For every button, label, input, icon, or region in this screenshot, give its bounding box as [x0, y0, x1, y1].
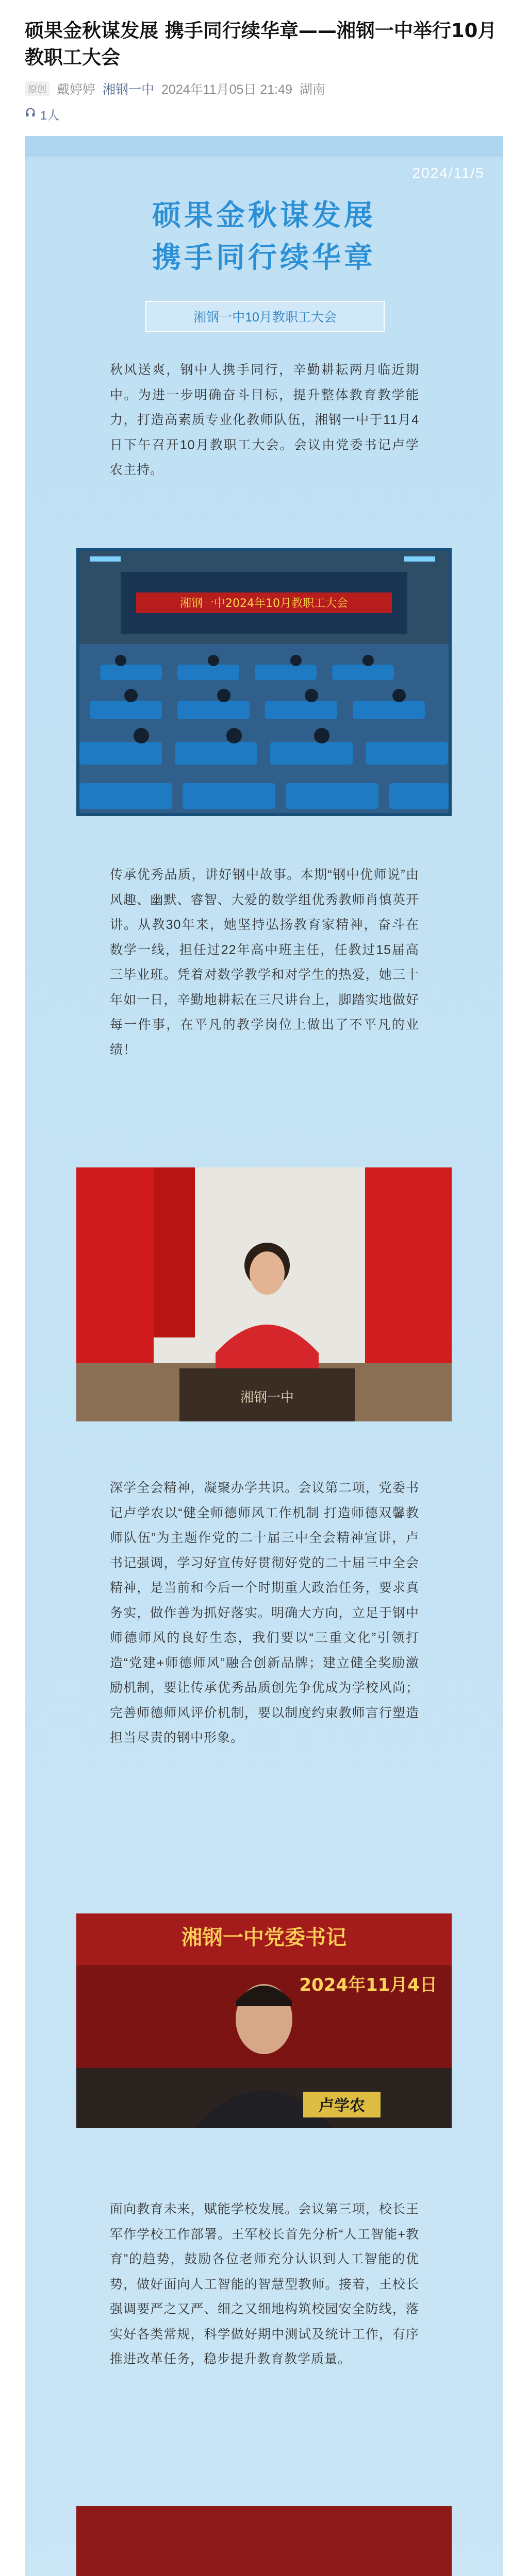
podium-text: 湘钢一中	[240, 1390, 294, 1405]
article-title: 硕果金秋谋发展 携手同行续华章——湘钢一中举行10月教职工大会	[25, 20, 497, 69]
article-meta	[25, 79, 503, 98]
banner-title: 湘钢一中党委书记	[182, 1926, 346, 1950]
photo-teacher-speaker[interactable]	[76, 1167, 452, 1421]
original-tag: 原创	[25, 81, 50, 96]
publish-location: 湖南	[299, 82, 325, 97]
paragraph-party-secretary: 深学全会精神，凝聚办学共识。会议第二项，党委书记卢学农以“健全师德师风工作机制 打造师德双馨教师队伍”为主题作党的二十届三中全会精神宣讲，卢书记强调，学习好宣传好贯彻好党的二十届三中全会精神，是当前和今后一个时期重大政治任务，要求真务实，做作善为抓好落实。明确大方向，立足于钢中师德师风的良好生态，我们要以“三重文化”引领打造“党建+师德师风”融合创新品牌；建立健全奖励激励机制，要让传承优秀品质创先争优成为学校风尚；完善师德师风评价机制，要以制度约束教师言行塑造担当尽责的钢中形象。	[110, 1481, 419, 1745]
listen-count-row[interactable]	[25, 105, 503, 123]
photo-auditorium[interactable]	[76, 548, 452, 816]
article-header	[0, 0, 528, 123]
name-caption-lu: 卢学农	[319, 2097, 365, 2115]
photo-principal[interactable]	[76, 2506, 452, 2576]
date-stamp: 2024/11/5	[412, 165, 485, 181]
subtitle-box: 湘钢一中10月教职工大会	[145, 301, 385, 332]
headphones-icon	[25, 107, 36, 122]
author-name[interactable]: 戴婷婷	[57, 82, 96, 97]
account-name-link[interactable]: 湘钢一中	[103, 82, 155, 97]
photo-party-secretary[interactable]	[76, 1913, 452, 2128]
headline-line-2: 携手同行续华章	[152, 241, 376, 275]
article-body-panel	[25, 136, 503, 2576]
paragraph-intro: 秋风送爽，钢中人携手同行，辛勤耕耘两月临近期中。为进一步明确奋斗目标，提升整体教育教学能力，打造高素质专业化教师队伍，湘钢一中于11月4日下午召开10月教职工大会。会议由党委书记卢学农主持。	[110, 363, 419, 477]
photo-banner-text: 湘钢一中2024年10月教职工大会	[180, 597, 348, 610]
banner-date: 2024年11月4日	[299, 1975, 437, 1995]
headline-line-1: 硕果金秋谋发展	[152, 199, 376, 232]
publish-datetime: 2024年11月05日 21:49	[161, 82, 292, 97]
listen-count: 1人	[40, 109, 60, 123]
paragraph-teacher: 传承优秀品质，讲好钢中故事。本期“钢中优师说”由风趣、幽默、睿智、大爱的数学组优秀教师肖慎英开讲。从教30年来，她坚持弘扬教育家精神，奋斗在数学一线，担任过22年高中班主任，任教过15届高三毕业班。凭着对数学教学和对学生的热爱，她三十年如一日，辛勤地耕耘在三尺讲台上，脚踏实地做好每一件事，在平凡的教学岗位上做出了不平凡的业绩！	[110, 868, 419, 1057]
paragraph-principal: 面向教育未来，赋能学校发展。会议第三项，校长王军作学校工作部署。王军校长首先分析“人工智能+教育”的趋势，鼓励各位老师充分认识到人工智能的优势，做好面向人工智能的智慧型教师。接着，王校长强调要严之又严、细之又细地构筑校园安全防线，落实好各类常规，科学做好期中测试及统计工作，有序推进改革任务，稳步提升教育教学质量。	[110, 2202, 419, 2366]
